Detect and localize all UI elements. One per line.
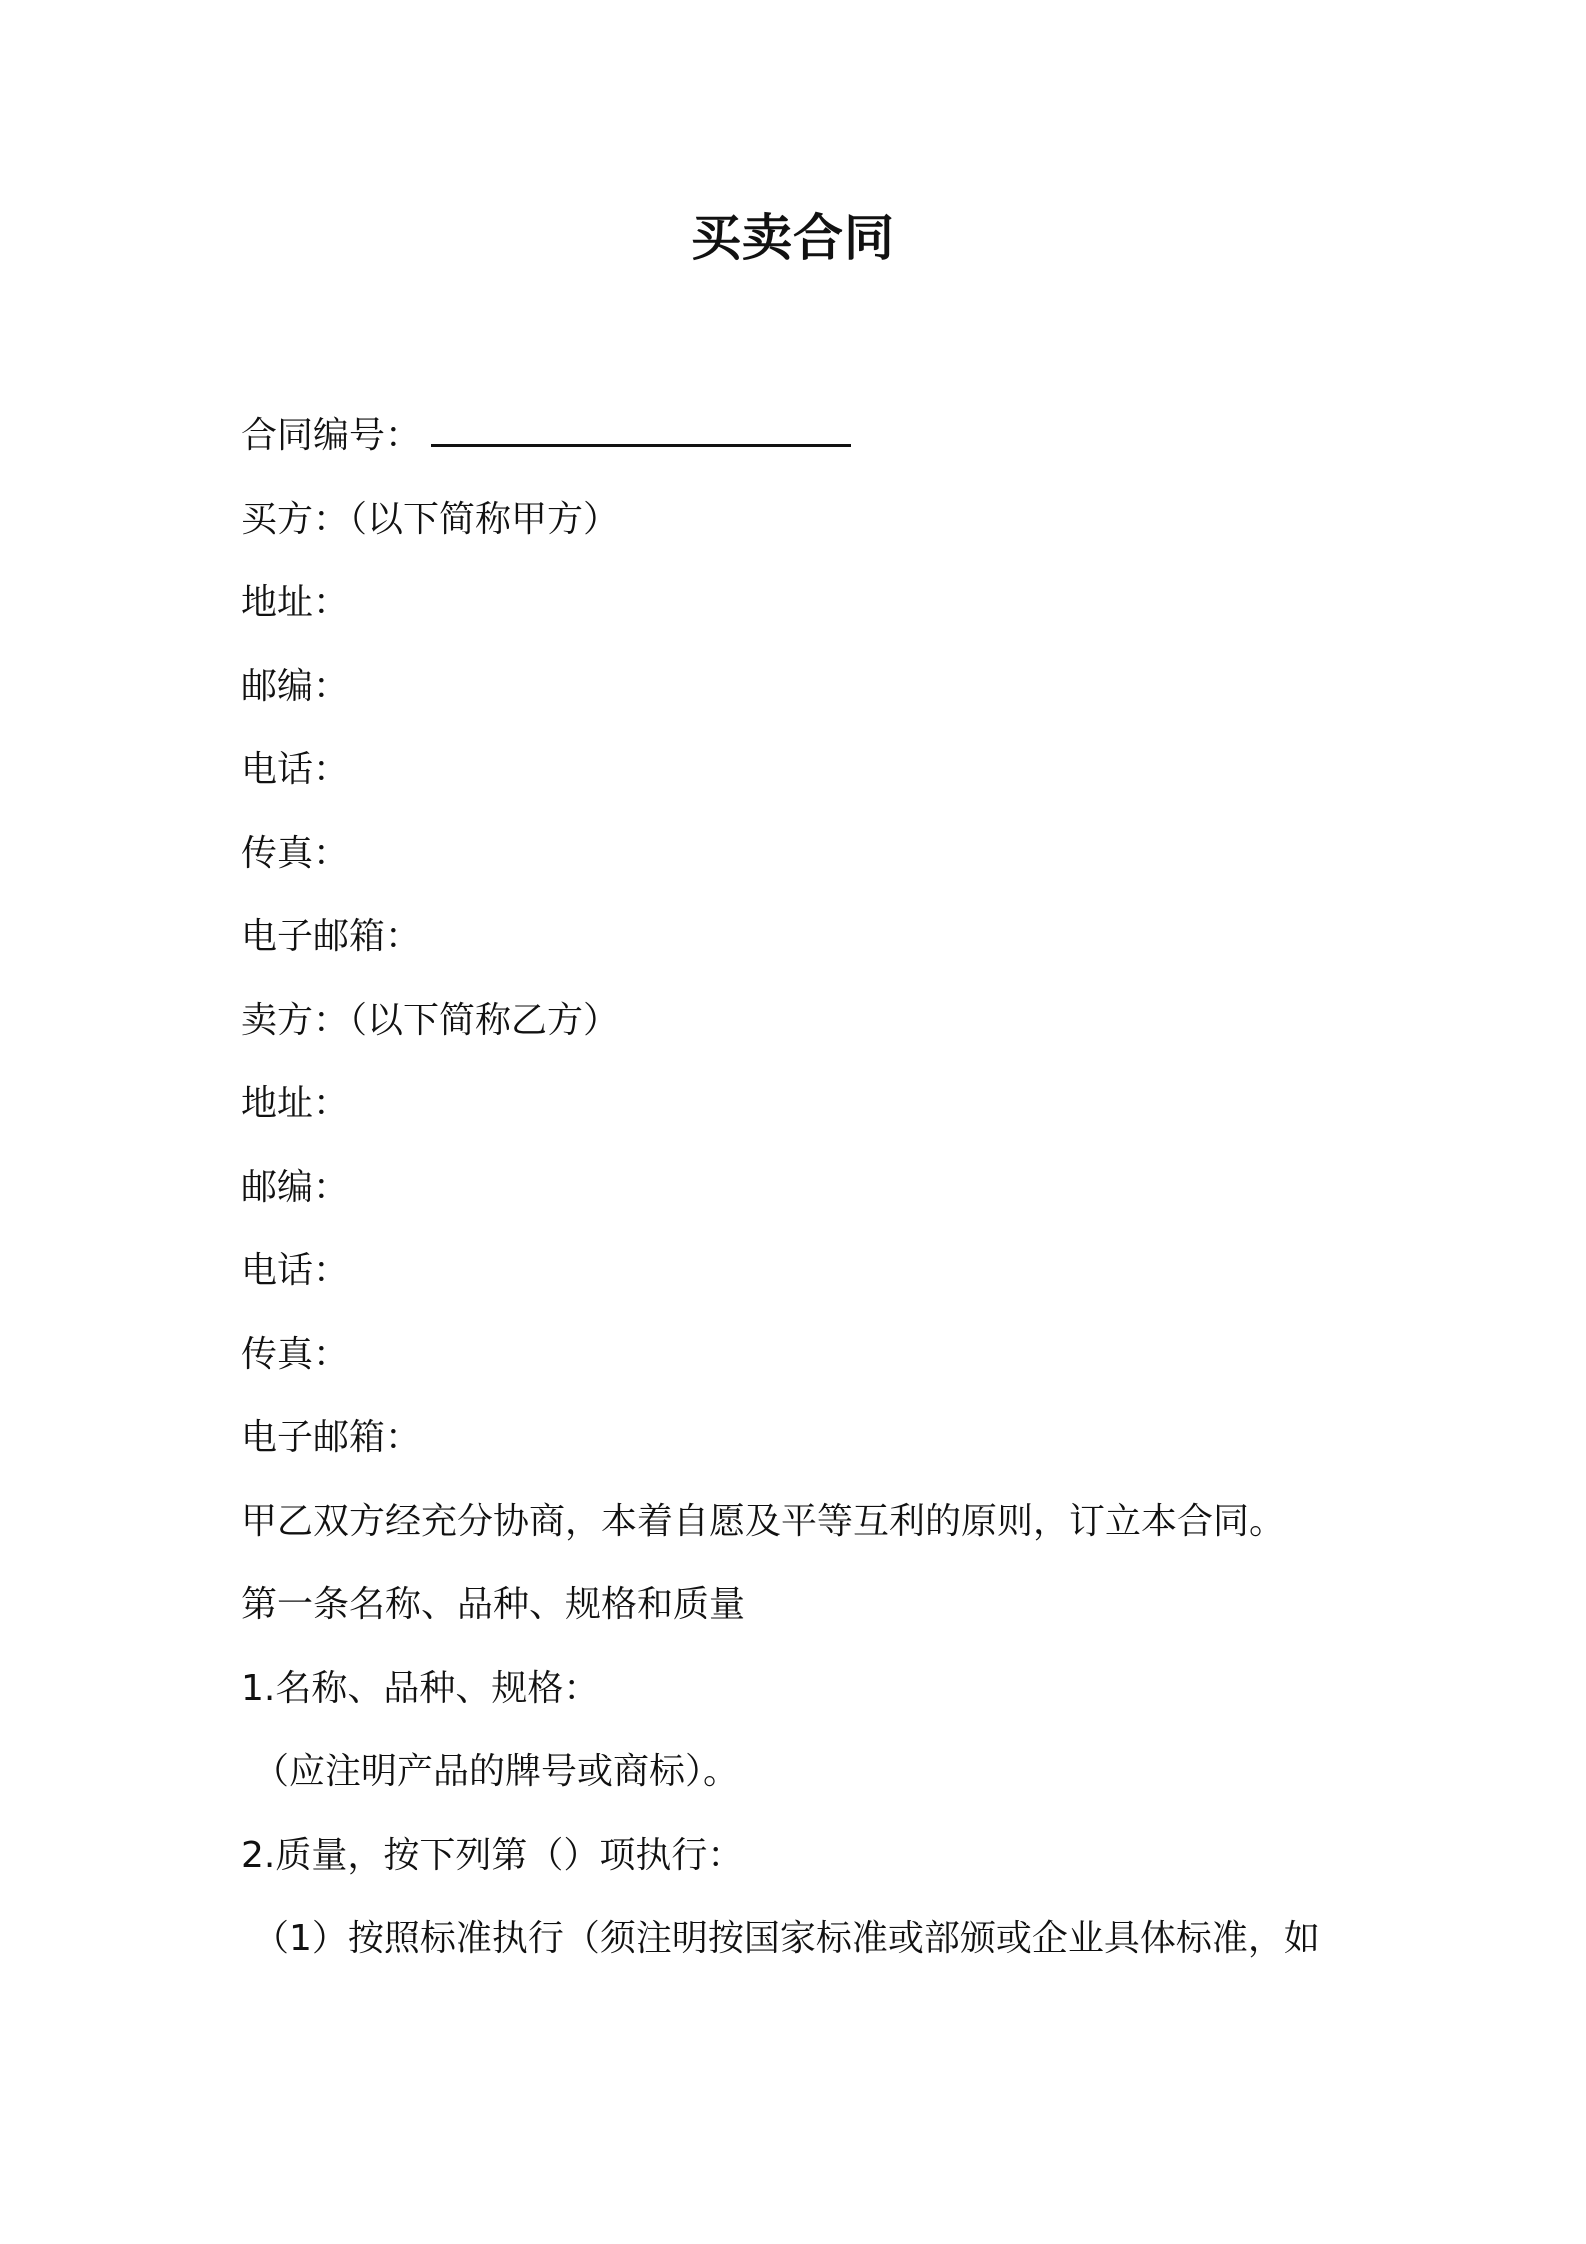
buyer-phone-label: 电话： (241, 749, 350, 790)
document-body (241, 408, 1351, 1995)
seller-email-label: 电子邮箱： (241, 1417, 422, 1458)
seller-postcode-label: 邮编： (241, 1166, 350, 1208)
contract-number-label: 合同编号： (241, 415, 422, 456)
article1-item1: 1.名称、品种、规格： (241, 1667, 600, 1709)
contract-number-line (241, 408, 1351, 492)
buyer-heading: 买方：（以下简称甲方） (241, 498, 620, 540)
article1-item2: 2.质量，按下列第（）项执行： (241, 1834, 744, 1876)
document-title: 买卖合同 (691, 209, 895, 267)
article1-heading: 第一条名称、品种、规格和质量 (241, 1584, 746, 1625)
buyer-email-label: 电子邮箱： (241, 916, 422, 957)
seller-address-label: 地址： (241, 1083, 350, 1124)
buyer-address-label: 地址： (241, 582, 350, 623)
preamble-paragraph: 甲乙双方经充分协商，本着自愿及平等互利的原则，订立本合同。 (241, 1500, 1286, 1542)
article1-item1-note: （应注明产品的牌号或商标）。 (253, 1751, 740, 1792)
seller-fax-label: 传真： (241, 1333, 350, 1375)
article1-item2-sub1: （1）按照标准执行（须注明按国家标准或部颁或企业具体标准，如 (253, 1918, 1320, 1959)
buyer-postcode-label: 邮编： (241, 665, 350, 707)
buyer-fax-label: 传真： (241, 832, 350, 874)
seller-heading: 卖方：（以下简称乙方） (241, 999, 620, 1041)
seller-phone-label: 电话： (241, 1250, 350, 1291)
contract-number-blank (431, 414, 851, 447)
